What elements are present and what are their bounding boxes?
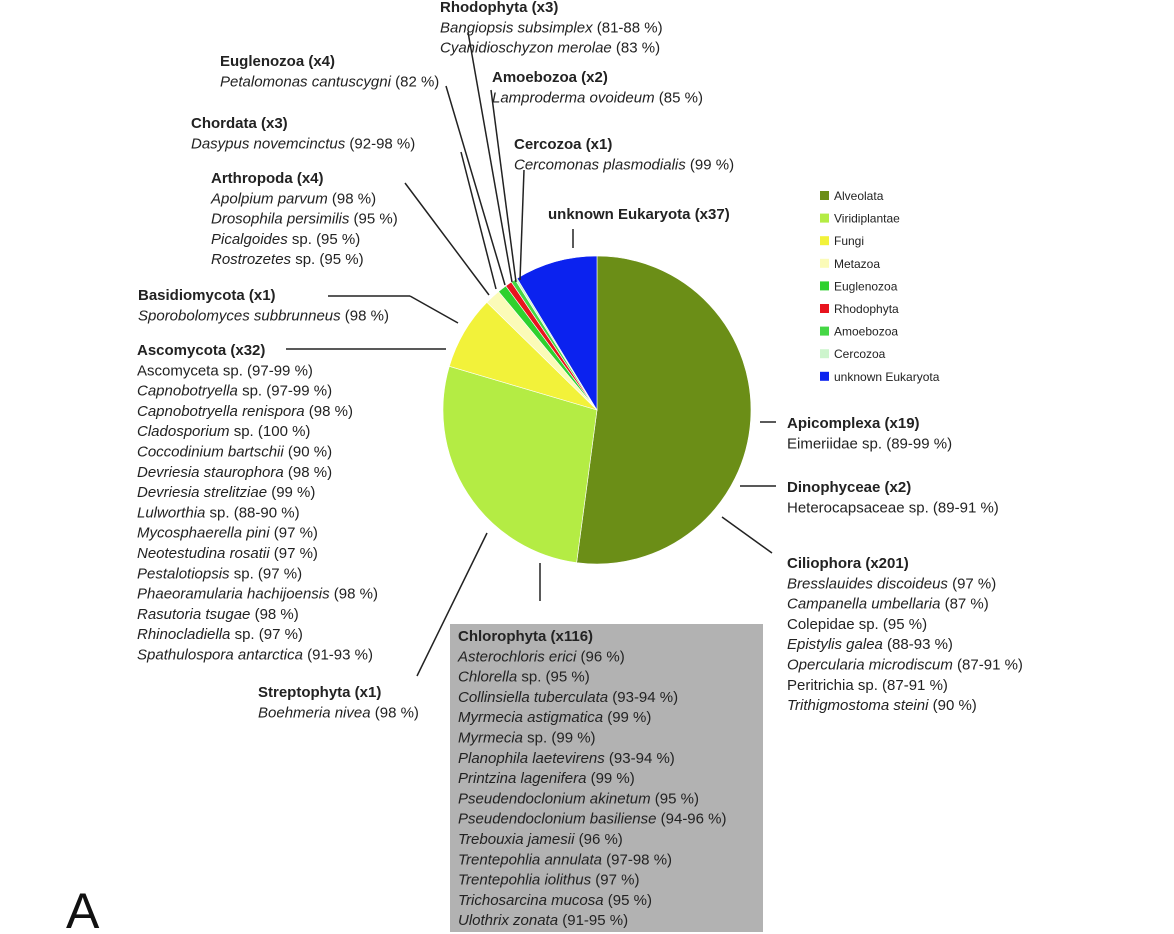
annotation-rhodophyta xyxy=(440,0,663,57)
annotation-entry-chlorophyta: Pseudendoclonium basiliense (94-96 %) xyxy=(458,810,727,828)
annotation-heading-chlorophyta: Chlorophyta (x116) xyxy=(458,628,594,645)
annotation-entry-ascomycota: Devriesia staurophora (98 %) xyxy=(137,463,333,481)
legend-label-alveolata: Alveolata xyxy=(834,189,884,203)
leader-line-chordata xyxy=(461,152,496,289)
leader-line-cercozoa xyxy=(520,170,524,280)
legend-swatch-fungi xyxy=(820,236,829,245)
annotation-heading-basidiomycota: Basidiomycota (x1) xyxy=(138,287,276,304)
annotation-apicomplexa xyxy=(787,415,952,452)
legend-swatch-cercozoa xyxy=(820,349,829,358)
annotation-entry-ascomycota: Pestalotiopsis sp. (97 %) xyxy=(137,565,303,583)
annotation-heading-apicomplexa: Apicomplexa (x19) xyxy=(787,415,920,432)
annotation-entry-chlorophyta: Pseudendoclonium akinetum (95 %) xyxy=(458,790,699,808)
annotation-heading-cercozoa: Cercozoa (x1) xyxy=(514,136,613,153)
legend-swatch-rhodophyta xyxy=(820,304,829,313)
annotation-streptophyta xyxy=(258,684,419,721)
annotation-entry-chlorophyta: Planophila laetevirens (93-94 %) xyxy=(458,749,675,767)
annotation-chordata xyxy=(191,115,415,152)
annotation-ascomycota xyxy=(137,342,378,664)
annotation-entry-ascomycota: Capnobotryella renispora (98 %) xyxy=(137,402,353,420)
annotation-entry-dinophyceae: Heterocapsaceae sp. (89-91 %) xyxy=(787,499,999,517)
leader-line-euglenozoa xyxy=(446,86,505,285)
annotation-arthropoda xyxy=(210,170,398,268)
annotation-entry-ascomycota: Lulworthia sp. (88-90 %) xyxy=(137,504,300,522)
legend-swatch-alveolata xyxy=(820,191,829,200)
legend-label-cercozoa: Cercozoa xyxy=(834,347,886,362)
annotation-entry-chlorophyta: Printzina lagenifera (99 %) xyxy=(458,770,635,788)
annotation-heading-rhodophyta: Rhodophyta (x3) xyxy=(440,0,559,16)
annotation-heading-unknown: unknown Eukaryota (x37) xyxy=(548,206,730,223)
annotation-entry-ascomycota: Phaeoramularia hachijoensis (98 %) xyxy=(137,585,378,603)
annotation-entry-amoebozoa: Lamproderma ovoideum (85 %) xyxy=(492,89,703,107)
annotation-entry-chlorophyta: Myrmecia sp. (99 %) xyxy=(458,729,596,747)
annotation-heading-euglenozoa: Euglenozoa (x4) xyxy=(220,53,336,70)
annotation-entry-chlorophyta: Ulothrix zonata (91-95 %) xyxy=(458,912,629,930)
annotation-entry-cercozoa: Cercomonas plasmodialis (99 %) xyxy=(514,156,735,174)
annotation-euglenozoa xyxy=(220,53,439,90)
annotation-entry-rhodophyta: Cyanidioschyzon merolae (83 %) xyxy=(440,39,661,57)
annotation-dinophyceae xyxy=(787,479,999,516)
annotation-entry-euglenozoa: Petalomonas cantuscygni (82 %) xyxy=(220,73,440,91)
annotation-entry-streptophyta: Boehmeria nivea (98 %) xyxy=(258,704,419,722)
legend-label-viridiplantae: Viridiplantae xyxy=(834,211,900,226)
annotation-entry-ascomycota: Rasutoria tsugae (98 %) xyxy=(137,605,299,623)
annotation-entry-chlorophyta: Trebouxia jamesii (96 %) xyxy=(458,831,623,848)
annotation-entry-ascomycota: Neotestudina rosatii (97 %) xyxy=(137,545,318,562)
annotation-entry-chordata: Dasypus novemcinctus (92-98 %) xyxy=(191,135,416,153)
annotation-entry-ascomycota: Spathulospora antarctica (91-93 %) xyxy=(137,646,373,664)
annotation-cercozoa xyxy=(514,136,734,173)
annotation-entry-chlorophyta: Myrmecia astigmatica (99 %) xyxy=(458,709,652,727)
annotation-entry-chlorophyta: Trentepohlia annulata (97-98 %) xyxy=(458,851,673,869)
legend-swatch-euglenozoa xyxy=(820,281,829,290)
annotation-heading-streptophyta: Streptophyta (x1) xyxy=(258,684,382,701)
annotation-heading-amoebozoa: Amoebozoa (x2) xyxy=(492,69,608,86)
annotation-ciliophora xyxy=(787,555,1023,714)
annotation-entry-ascomycota: Rhinocladiella sp. (97 %) xyxy=(137,626,303,644)
annotation-heading-arthropoda: Arthropoda (x4) xyxy=(211,170,324,187)
legend-swatch-amoebozoa xyxy=(820,327,829,336)
legend-label-fungi: Fungi xyxy=(834,234,865,249)
annotation-entry-ciliophora: Peritrichia sp. (87-91 %) xyxy=(787,676,948,694)
legend-label-amoebozoa: Amoebozoa xyxy=(834,324,899,339)
annotation-entry-arthropoda: Apolpium parvum (98 %) xyxy=(211,190,377,208)
annotation-entry-ascomycota: Devriesia strelitziae (99 %) xyxy=(137,484,316,502)
annotation-entry-chlorophyta: Asterochloris erici (96 %) xyxy=(458,648,625,666)
annotation-unknown xyxy=(548,206,730,223)
legend-label-metazoa: Metazoa xyxy=(834,256,881,271)
panel-letter: A xyxy=(66,883,100,934)
leader-line-ciliophora xyxy=(722,517,772,553)
annotation-entry-chlorophyta: Trichosarcina mucosa (95 %) xyxy=(458,891,652,909)
annotation-entry-ascomycota: Capnobotryella sp. (97-99 %) xyxy=(137,382,333,400)
annotation-entry-ciliophora: Opercularia microdiscum (87-91 %) xyxy=(787,656,1023,674)
pie-slices xyxy=(443,256,751,564)
annotation-entry-arthropoda: Rostrozetes sp. (95 %) xyxy=(211,251,364,269)
annotation-entry-ascomycota: Ascomyceta sp. (97-99 %) xyxy=(137,362,313,380)
annotation-heading-chordata: Chordata (x3) xyxy=(191,115,288,132)
annotation-heading-dinophyceae: Dinophyceae (x2) xyxy=(787,479,912,496)
annotation-chlorophyta xyxy=(450,624,763,932)
annotation-entry-ciliophora: Colepidae sp. (95 %) xyxy=(787,615,928,633)
leader-line-basidiomycota xyxy=(410,296,458,323)
legend xyxy=(820,189,940,384)
pie-slice-alveolata xyxy=(577,256,751,564)
leader-line-arthropoda xyxy=(405,183,489,295)
annotation-heading-ascomycota: Ascomycota (x32) xyxy=(137,342,266,359)
legend-label-rhodophyta: Rhodophyta xyxy=(834,302,899,316)
annotation-basidiomycota xyxy=(138,287,389,324)
annotation-entry-arthropoda: Drosophila persimilis (95 %) xyxy=(211,210,398,228)
annotation-entry-ciliophora: Epistylis galea (88-93 %) xyxy=(787,636,953,654)
annotation-entry-apicomplexa: Eimeriidae sp. (89-99 %) xyxy=(787,435,953,453)
annotation-amoebozoa xyxy=(492,69,703,106)
annotation-entry-ascomycota: Cladosporium sp. (100 %) xyxy=(137,423,311,441)
legend-label-euglenozoa: Euglenozoa xyxy=(834,279,898,294)
annotation-entry-ciliophora: Campanella umbellaria (87 %) xyxy=(787,595,989,613)
annotation-heading-ciliophora: Ciliophora (x201) xyxy=(787,555,909,572)
annotation-entry-arthropoda: Picalgoides sp. (95 %) xyxy=(211,230,361,248)
annotation-entry-rhodophyta: Bangiopsis subsimplex (81-88 %) xyxy=(440,19,663,37)
legend-label-unknown-eukaryota: unknown Eukaryota xyxy=(834,369,940,384)
legend-swatch-viridiplantae xyxy=(820,214,829,223)
annotation-entry-ciliophora: Trithigmostoma steini (90 %) xyxy=(787,697,977,715)
annotation-entry-chlorophyta: Collinsiella tuberculata (93-94 %) xyxy=(458,688,679,706)
legend-swatch-unknown-eukaryota xyxy=(820,372,829,381)
annotation-entry-chlorophyta: Trentepohlia iolithus (97 %) xyxy=(458,871,640,889)
annotation-entry-chlorophyta: Chlorella sp. (95 %) xyxy=(458,668,590,686)
legend-swatch-metazoa xyxy=(820,259,829,268)
annotation-entry-basidiomycota: Sporobolomyces subbrunneus (98 %) xyxy=(138,307,389,325)
annotation-entry-ciliophora: Bresslauides discoideus (97 %) xyxy=(787,575,997,593)
annotation-entry-ascomycota: Mycosphaerella pini (97 %) xyxy=(137,524,318,542)
annotation-entry-ascomycota: Coccodinium bartschii (90 %) xyxy=(137,443,333,461)
